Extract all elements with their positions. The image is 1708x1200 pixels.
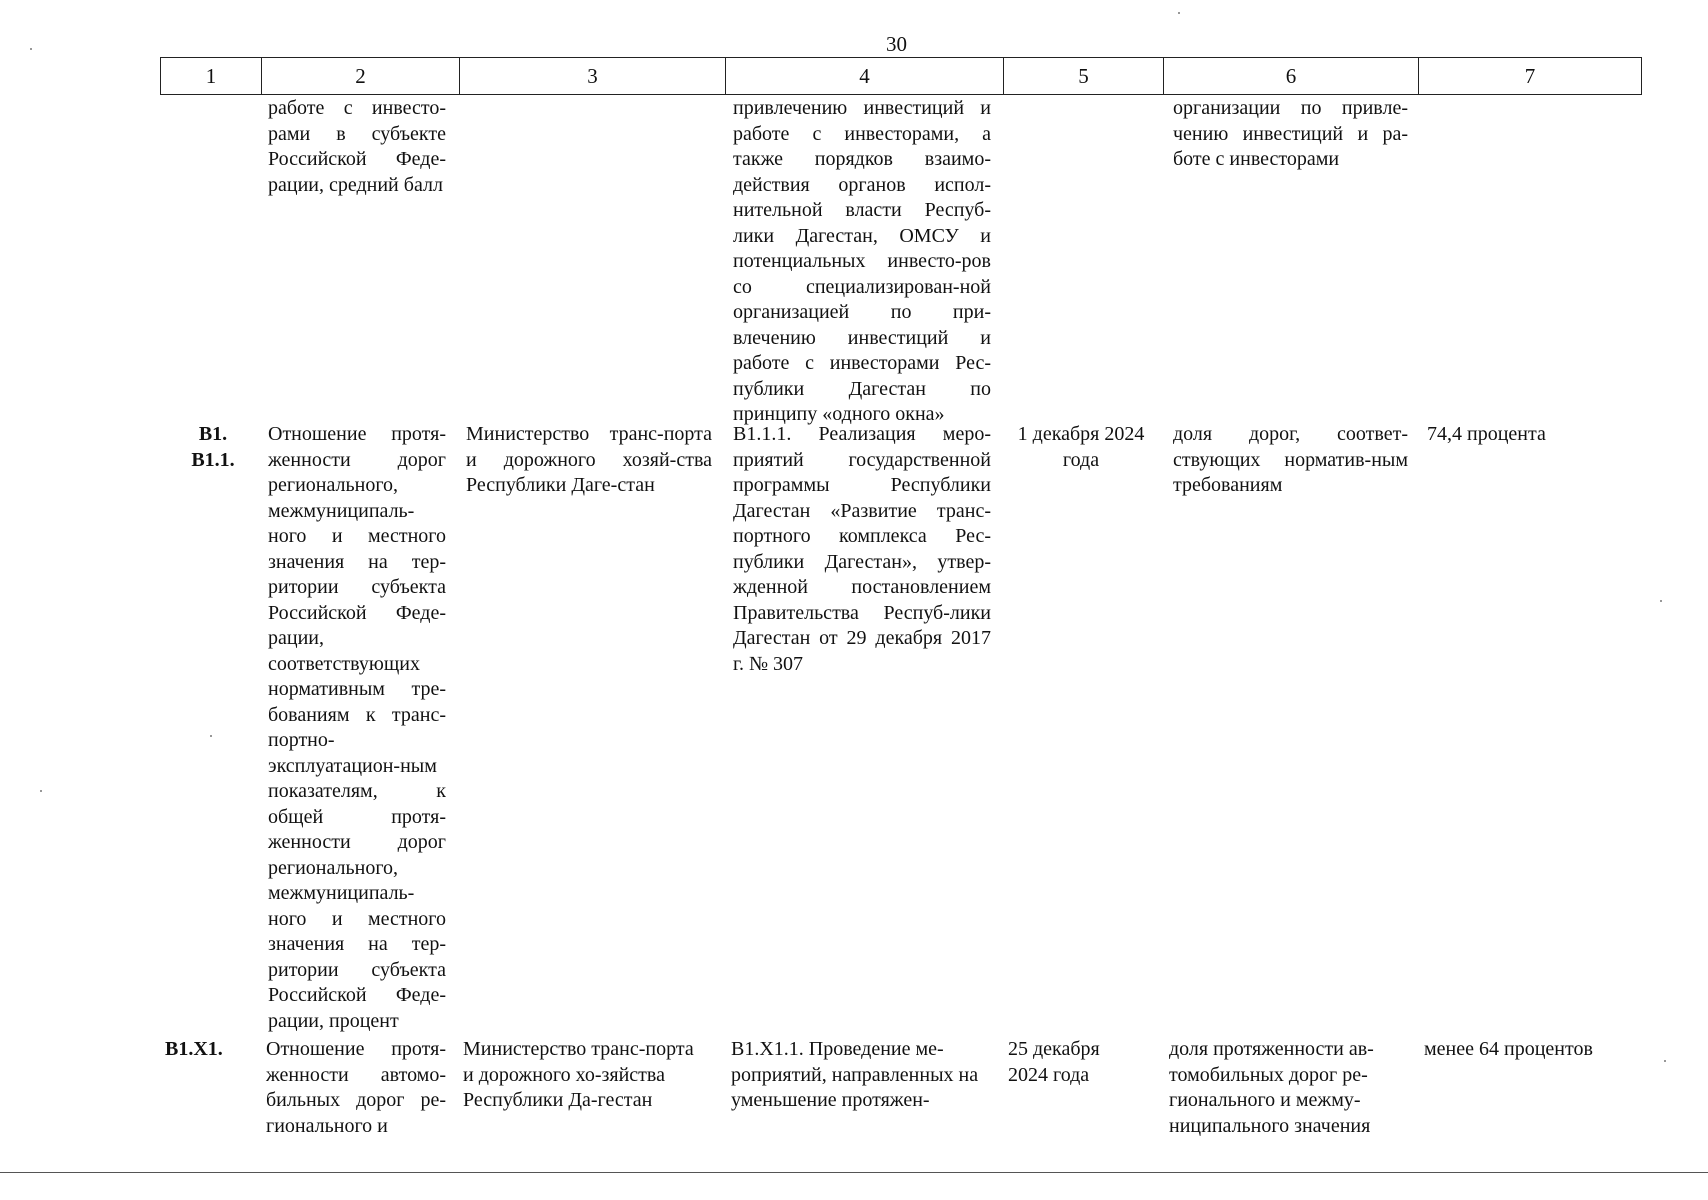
- scan-speck: [1664, 1060, 1666, 1062]
- row-2-target: менее 64 процентов: [1424, 1038, 1593, 1060]
- header-col-7: 7: [1418, 58, 1642, 94]
- row-2-result: доля протяженности ав-томобильных дорог ре-гионального и межму-ниципального значения: [1169, 1038, 1374, 1137]
- row-2-indicator: Отношение протя-женности автомо-бильных дорог ре-гионального и: [266, 1038, 446, 1137]
- row-2-number: В1.Х1.: [165, 1038, 223, 1060]
- row-2-deadline: 25 декабря 2024 года: [1008, 1038, 1100, 1086]
- header-col-6: 6: [1163, 58, 1418, 94]
- row-1-deadline: 1 декабря 2024 года: [1017, 423, 1145, 471]
- bottom-scan-edge: [0, 1172, 1708, 1173]
- header-col-2: 2: [261, 58, 459, 94]
- row-1-number: В1. В1.1.: [191, 423, 235, 471]
- scan-speck: [210, 735, 212, 737]
- row-1-result: доля дорог, соответ-ствующих норматив-ным требованиям: [1173, 423, 1408, 496]
- row-2-measures: В1.Х1.1. Проведение ме-роприятий, направленных на уменьшение протяжен-: [731, 1038, 979, 1111]
- row-0-measures: привлечению инвестиций и работе с инвесторами, а также порядков взаимо-действия органов испол-нительной власти Респуб-лики Дагестан, ОМСУ и потенциальных инвесто-ров со специализирован-ной организацией по при-влечению инвестиций и работе с инвесторами Рес-публики Дагестан по принципу «одного окна»: [733, 97, 991, 425]
- row-0-indicator: работе с инвесто-рами в субъекте Российской Феде-рации, средний балл: [268, 97, 446, 196]
- scan-speck: [1660, 600, 1662, 602]
- scan-speck: [30, 48, 32, 50]
- page-number: 30: [886, 32, 907, 56]
- row-1-target: 74,4 процента: [1427, 423, 1546, 445]
- table-header: [160, 58, 1642, 95]
- row-1-indicator: Отношение протя-женности дорог регионального, межмуниципаль-ного и местного значения на тер-ритории субъекта Российской Феде-рации, соответствующих нормативным тре-бованиям к транс-портно-эксплуатацион-ным показателям, к общей протя-женности дорог регионального, межмуниципаль-ного и местного значения на тер-ритории субъекта Российской Феде-рации, процент: [268, 423, 446, 1032]
- scan-speck: [1178, 12, 1180, 14]
- row-0-result: организации по привле-чению инвестиций и ра-боте с инвесторами: [1173, 97, 1408, 170]
- row-2-executor: Министерство транс-порта и дорожного хо-зяйства Республики Да-гестан: [463, 1038, 694, 1111]
- row-1-measures: В1.1.1. Реализация меро-приятий государственной программы Республики Дагестан «Развитие транс-портного комплекса Рес-публики Дагестан», утвер-жденной постановлением Правительства Респуб-лики Дагестан от 29 декабря 2017 г. № 307: [733, 423, 991, 675]
- header-col-3: 3: [459, 58, 725, 94]
- scan-speck: [40, 790, 42, 792]
- header-col-5: 5: [1003, 58, 1163, 94]
- row-1-executor: Министерство транс-порта и дорожного хозяй-ства Республики Даге-стан: [466, 423, 712, 496]
- header-col-4: 4: [725, 58, 1003, 94]
- header-col-1: 1: [160, 58, 261, 94]
